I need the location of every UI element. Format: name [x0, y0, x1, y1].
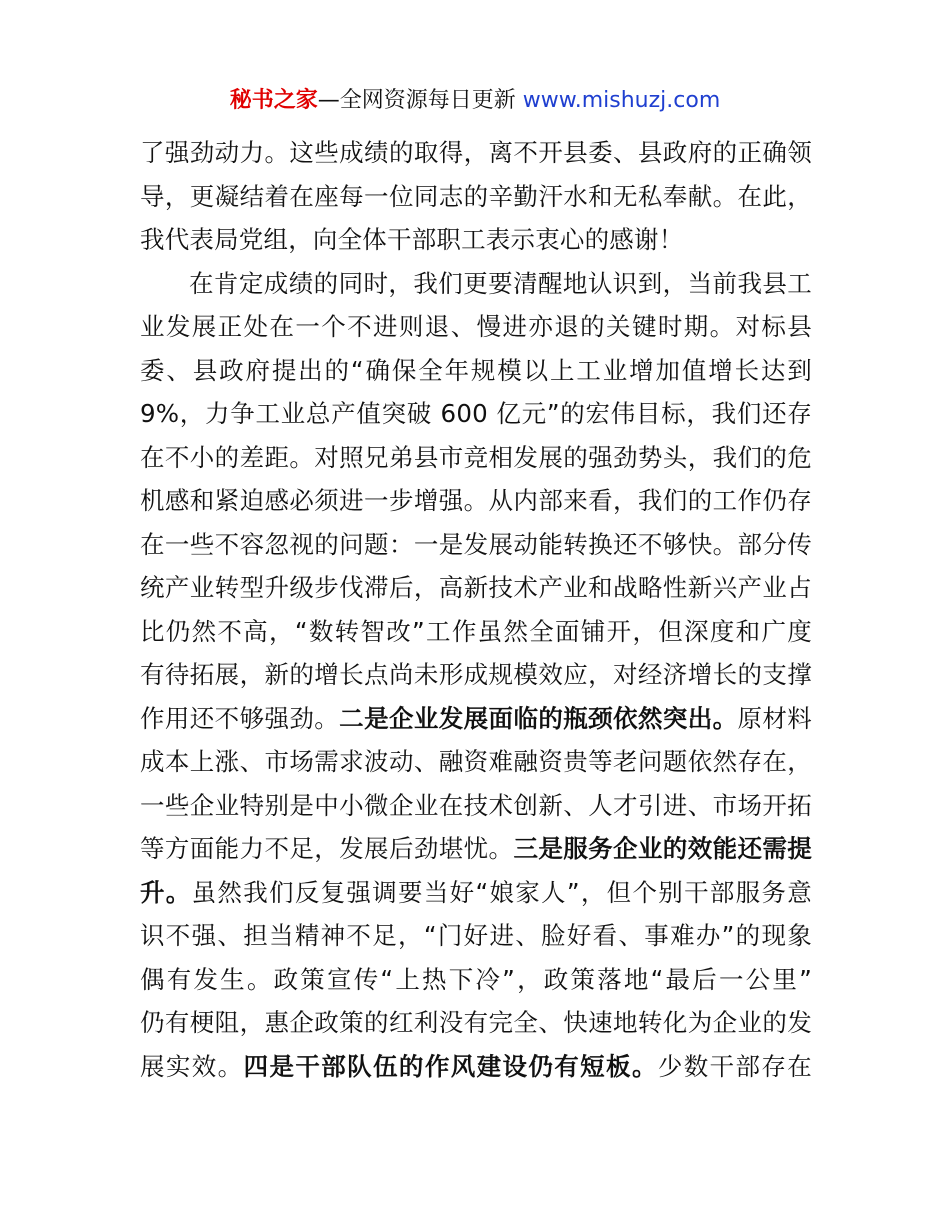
text-line: 机感和紧迫感必须进一步增强。从内部来看，我们的工作仍存 [140, 486, 812, 515]
text-line: 仍有梗阻，惠企政策的红利没有完全、快速地转化为企业的发 [140, 1008, 812, 1037]
document-body [140, 131, 812, 1088]
bold-heading-3: 三是服务企业的效能还需提 [513, 834, 812, 863]
bold-heading-3-end: 升。 [140, 877, 192, 907]
text-line [140, 1045, 812, 1089]
text-line: 9%，力争工业总产值突破 600 亿元”的宏伟目标，我们还存 [140, 399, 812, 428]
text-line: 有待拓展，新的增长点尚未形成规模效应，对经济增长的支撑 [140, 660, 812, 689]
text-line: 成本上涨、市场需求波动、融资难融资贵等老问题依然存在， [140, 747, 812, 776]
text-run: 少数干部存在 [657, 1051, 812, 1081]
text-line: 在肯定成绩的同时，我们更要清醒地认识到，当前我县工 [189, 268, 812, 298]
text-line: 业发展正处在一个不进则退、慢进亦退的关键时期。对标县 [140, 312, 812, 341]
site-link[interactable]: www.mishuzj.com [522, 88, 721, 113]
text-line: 统产业转型升级步伐滞后，高新技术产业和战略性新兴产业占 [140, 573, 812, 602]
brand-name: 秘书之家 [229, 88, 318, 113]
text-run: 虽然我们反复强调要当好“娘家人”，但个别干部服务意 [191, 877, 812, 907]
text-line: 在不小的差距。对照兄弟县市竞相发展的强劲势头，我们的危 [140, 442, 812, 472]
paragraph-1 [140, 131, 812, 262]
text-run: 原材料 [737, 703, 812, 733]
text-line: 了强劲动力。这些成绩的取得，离不开县委、县政府的正确领 [140, 138, 812, 167]
text-line: 比仍然不高，“数转智改”工作虽然全面铺开，但深度和广度 [140, 616, 812, 646]
text-run: 作用还不够强劲。 [140, 703, 340, 733]
text-run: 展实效。 [140, 1051, 244, 1081]
text-line [140, 827, 812, 871]
text-line [140, 871, 812, 915]
page-header [0, 86, 950, 116]
text-line: 导，更凝结着在座每一位同志的辛勤汗水和无私奉献。在此， [140, 181, 812, 211]
paragraph-2 [140, 262, 812, 1089]
text-line [140, 697, 812, 741]
text-line: 在一些不容忽视的问题：一是发展动能转换还不够快。部分传 [140, 529, 812, 559]
text-line: 识不强、担当精神不足，“门好进、脸好看、事难办”的现象 [140, 921, 812, 950]
bold-heading-2: 二是企业发展面临的瓶颈依然突出。 [339, 703, 738, 733]
text-line: 一些企业特别是中小微企业在技术创新、人才引进、市场开拓 [140, 790, 812, 820]
text-line: 我代表局党组，向全体干部职工表示衷心的感谢！ [140, 225, 684, 254]
header-slogan: —全网资源每日更新 [317, 88, 516, 113]
text-run: 等方面能力不足，发展后劲堪忧。 [140, 834, 514, 863]
text-line: 委、县政府提出的“确保全年规模以上工业增加值增长达到 [140, 355, 812, 385]
text-line: 偶有发生。政策宣传“上热下冷”，政策落地“最后一公里” [140, 964, 812, 994]
bold-heading-4: 四是干部队伍的作风建设仍有短板。 [243, 1051, 658, 1081]
